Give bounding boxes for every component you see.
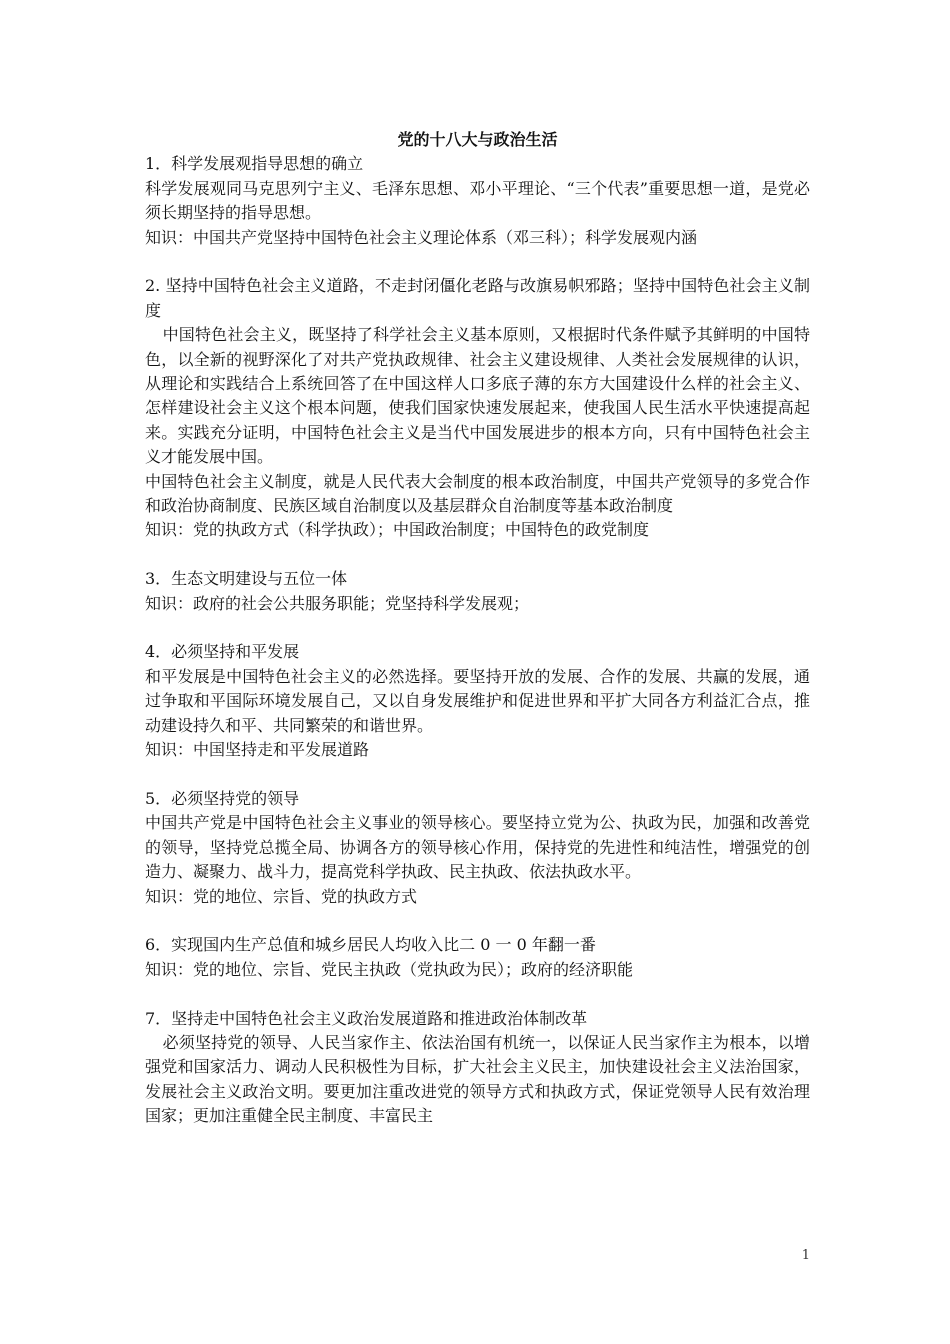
section-5-heading: 5．必须坚持党的领导 [145,788,300,808]
section-4-heading: 4．必须坚持和平发展 [145,642,300,662]
section-6-knowledge: 知识：党的地位、宗旨、党民主执政（党执政为民）；政府的经济职能 [145,959,634,979]
page-number: 1 [801,1248,810,1263]
document-title: 党的十八大与政治生活 [397,130,558,149]
section-5-paragraph: 中国共产党是中国特色社会主义事业的领导核心。要坚持立党为公、执政为民，加强和改善党的领导，坚持党总揽全局、协调各方的领导核心作用，保持党的先进性和纯洁性，增强党的创造力、凝聚力、战斗力，提高党科学执政、民主执政、依法执政水平。 [145,813,810,882]
section-7-heading: 7．坚持走中国特色社会主义政治发展道路和推进政治体制改革 [145,1008,588,1028]
section-3-knowledge: 知识：政府的社会公共服务职能；党坚持科学发展观； [145,593,530,613]
section-6-heading: 6．实现国内生产总值和城乡居民人均收入比二 0 一 0 年翻一番 [145,935,596,955]
section-4-knowledge: 知识：中国坚持走和平发展道路 [145,740,370,760]
spacer [145,616,810,640]
section-1-knowledge: 知识：中国共产党坚持中国特色社会主义理论体系（邓三科）；科学发展观内涵 [145,227,698,247]
spacer [145,909,810,933]
section-4-paragraph: 和平发展是中国特色社会主义的必然选择。要坚持开放的发展、合作的发展、共赢的发展，通过争取和平国际环境发展自己，又以自身发展维护和促进世界和平扩大同各方利益汇合点，推动建设持久和平、共同繁荣的和谐世界。 [145,666,810,735]
section-1-paragraph: 科学发展观同马克思列宁主义、毛泽东思想、邓小平理论、“三个代表”重要思想一道，是党必须长期坚持的指导思想。 [145,178,810,223]
section-2-paragraph-1: 中国特色社会主义，既坚持了科学社会主义基本原则，又根据时代条件赋予其鲜明的中国特色，以全新的视野深化了对共产党执政规律、社会主义建设规律、人类社会发展规律的认识，从理论和实践结合上系统回答了在中国这样人口多底子薄的东方大国建设什么样的社会主义、怎样建设社会主义这个根本问题，使我们国家快速发展起来，使我国人民生活水平快速提高起来。实践充分证明，中国特色社会主义是当代中国发展进步的根本方向，只有中国特色社会主义才能发展中国。 [145,325,810,467]
spacer [145,543,810,567]
section-7-paragraph: 必须坚持党的领导、人民当家作主、依法治国有机统一，以保证人民当家作主为根本，以增强党和国家活力、调动人民积极性为目标，扩大社会主义民主，加快建设社会主义法治国家，发展社会主义政治文明。要更加注重改进党的领导方式和执政方式，保证党领导人民有效治理国家；更加注重健全民主制度、丰富民主 [145,1032,810,1126]
section-2-paragraph-2: 中国特色社会主义制度，就是人民代表大会制度的根本政治制度，中国共产党领导的多党合作和政治协商制度、民族区域自治制度以及基层群众自治制度等基本政治制度 [145,471,810,516]
section-1-heading: 1．科学发展观指导思想的确立 [145,154,364,174]
section-2-knowledge: 知识：党的执政方式（科学执政）；中国政治制度；中国特色的政党制度 [145,520,650,540]
spacer [145,763,810,787]
document-body [145,128,810,1129]
section-5-knowledge: 知识：党的地位、宗旨、党的执政方式 [145,886,418,906]
spacer [145,982,810,1006]
spacer [145,250,810,274]
section-3-heading: 3．生态文明建设与五位一体 [145,569,348,589]
section-2-heading: 2. 坚持中国特色社会主义道路，不走封闭僵化老路与改旗易帜邪路；坚持中国特色社会主义制度 [145,276,810,320]
